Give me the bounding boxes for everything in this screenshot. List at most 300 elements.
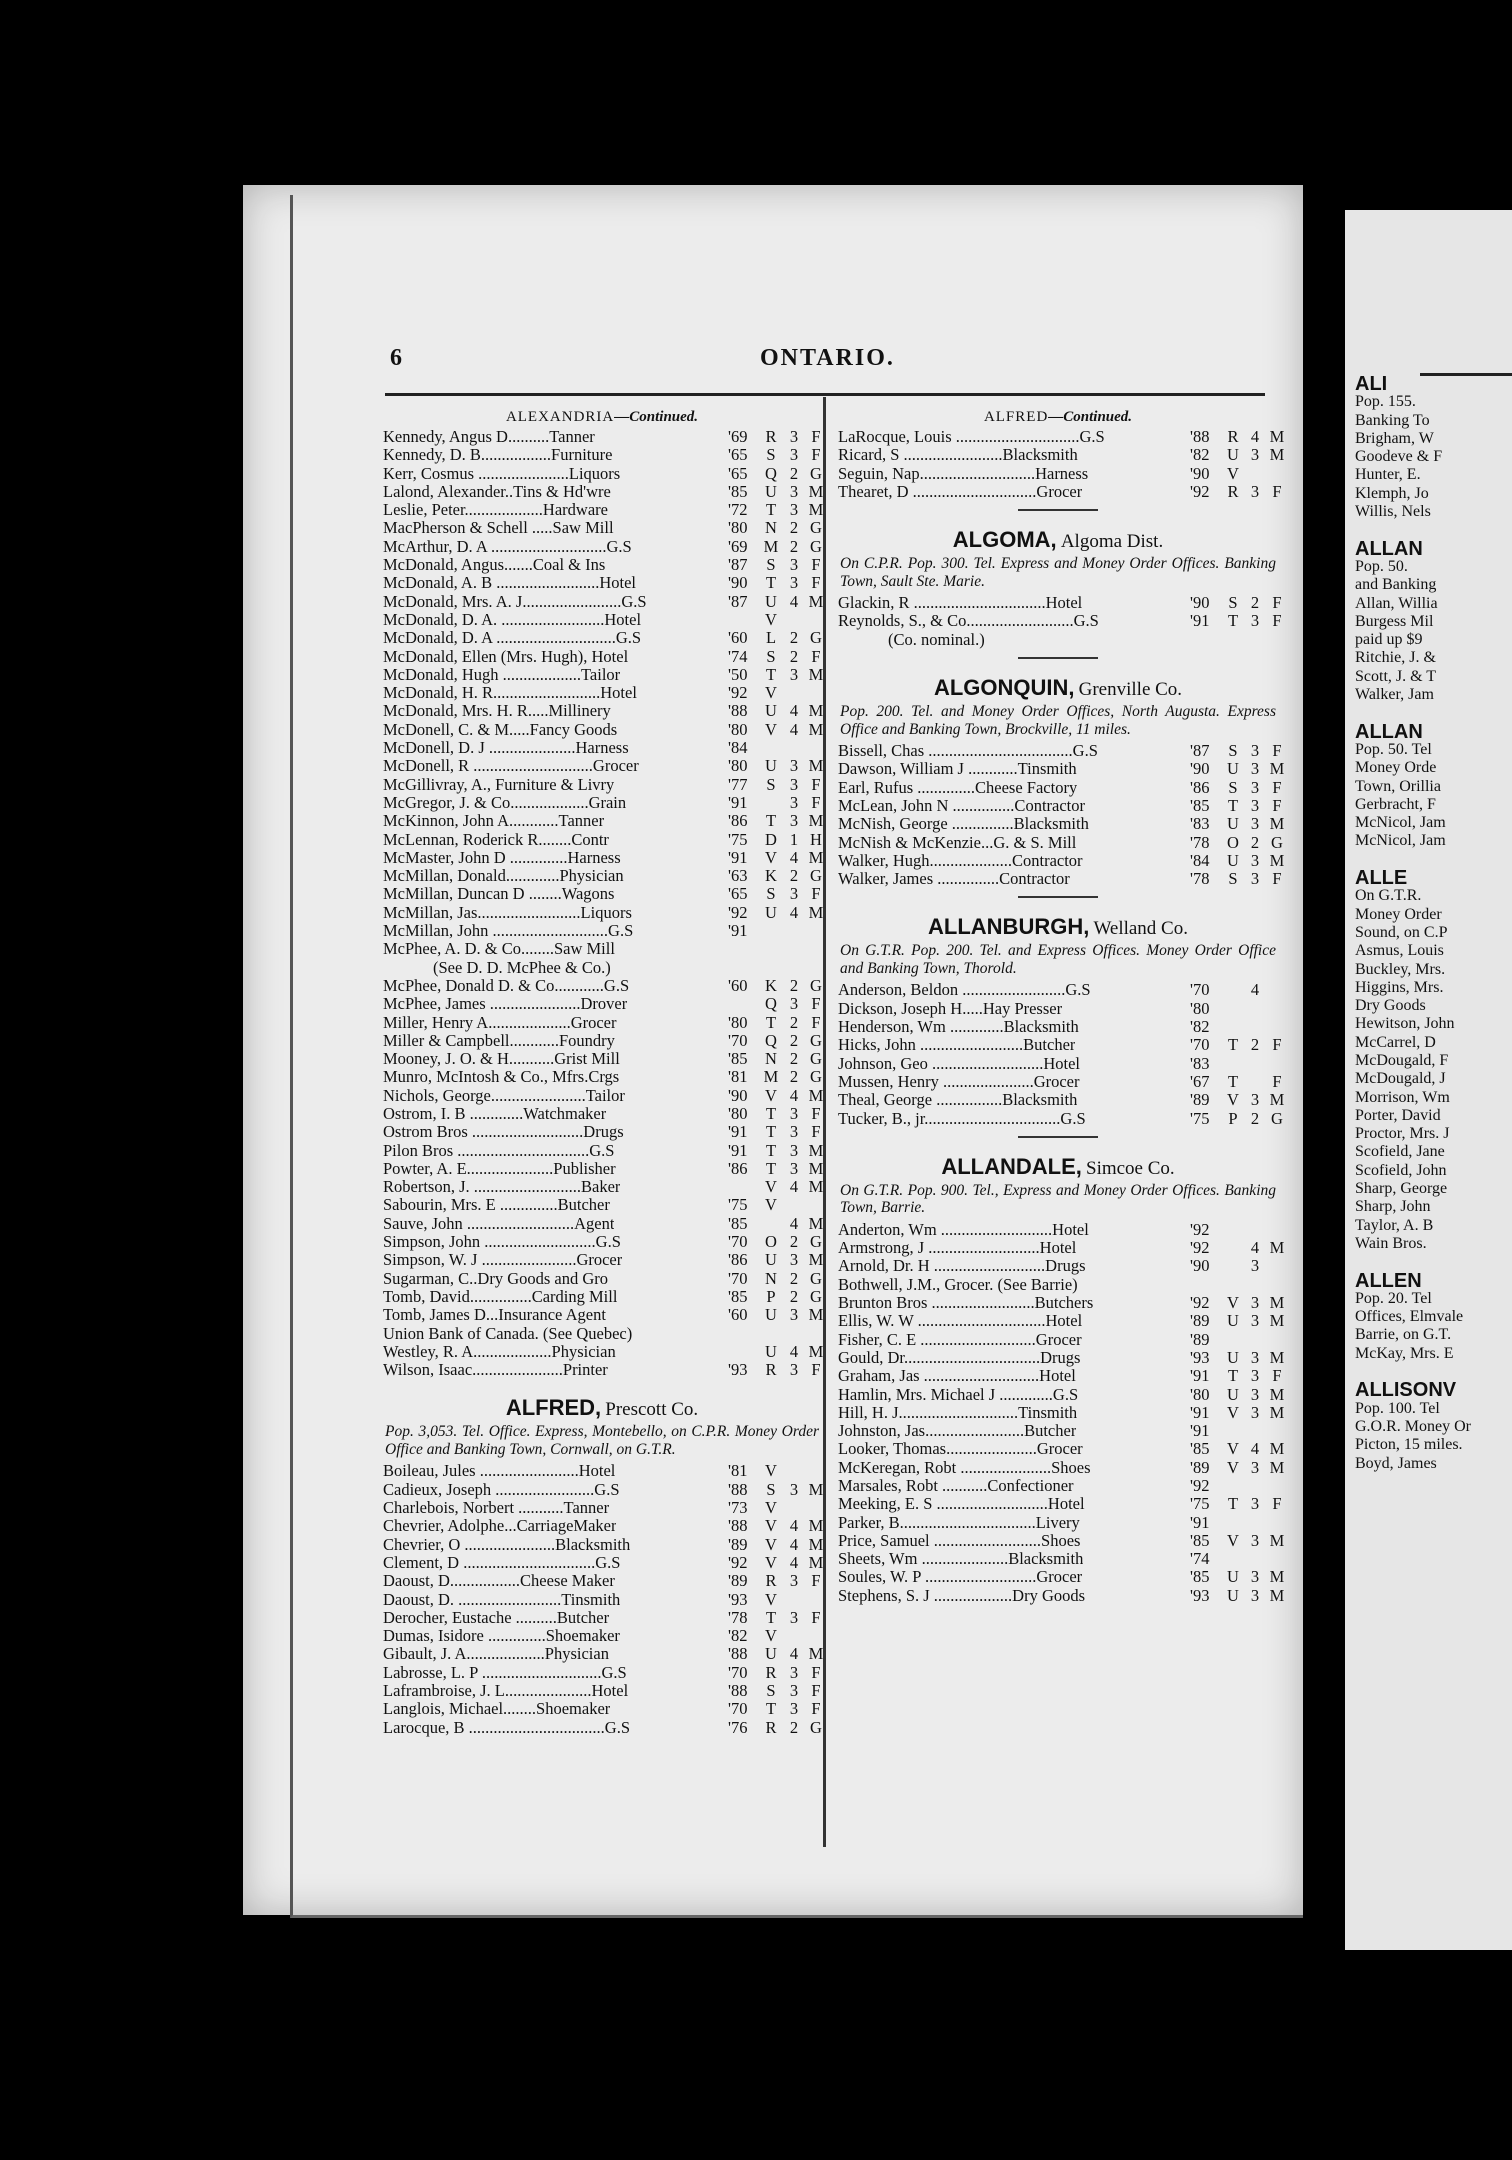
- entry-credit-letter: M: [808, 811, 824, 831]
- entry-name: Westley, R. A...................Physician: [383, 1342, 616, 1361]
- entry-credit-letter: F: [811, 884, 821, 904]
- entry-year: '50: [728, 664, 748, 684]
- entry-credit-letter: M: [808, 1213, 824, 1233]
- entry-capital-rating: T: [765, 1140, 777, 1160]
- entry-year: '78: [1190, 869, 1210, 889]
- entry-credit-rating: 3: [789, 1607, 799, 1627]
- entry-credit-letter: F: [1272, 481, 1282, 501]
- entry-capital-rating: T: [1227, 611, 1239, 631]
- table-row: [838, 795, 1282, 815]
- entry-name: Bothwell, J.M., Grocer. (See Barrie): [838, 1275, 1078, 1294]
- entry-name: Earl, Rufus ..............Cheese Factory: [838, 778, 1078, 797]
- entry-capital-rating: R: [1227, 481, 1239, 501]
- entry-credit-rating: 1: [789, 829, 799, 849]
- entry-credit-letter: G: [1271, 832, 1283, 852]
- entry-name: Meeking, E. S ...........................Hotel: [838, 1495, 1085, 1514]
- table-row: [383, 1572, 821, 1590]
- table-row: [383, 1213, 824, 1233]
- entry-capital-rating: U: [765, 902, 777, 922]
- table-row: [383, 1719, 821, 1737]
- entry-name: Walker, James ...............Contractor: [838, 870, 1070, 889]
- table-row: [383, 776, 821, 794]
- entry-credit-letter: F: [811, 1662, 821, 1682]
- entry-year: '77: [728, 774, 748, 794]
- table-row: [838, 777, 1282, 797]
- entry-credit-rating: 3: [789, 1250, 799, 1270]
- entry-credit-rating: 3: [789, 1158, 799, 1178]
- table-row: [383, 481, 824, 501]
- entry-name: Hill, H. J.............................Tinsmith: [838, 1403, 1078, 1422]
- entry-capital-rating: T: [1227, 1494, 1239, 1514]
- entry-credit-letter: M: [808, 1158, 824, 1178]
- entry-capital-rating: S: [766, 1479, 776, 1499]
- table-row: [383, 446, 821, 464]
- entry-capital-rating: T: [1227, 1035, 1239, 1055]
- entry-credit-letter: M: [1269, 1311, 1285, 1331]
- table-row: [838, 1090, 1285, 1110]
- entry-capital-rating: V: [1227, 1530, 1239, 1550]
- entry-year: '89: [728, 1571, 748, 1591]
- entry-year: '86: [728, 1250, 748, 1270]
- page-header: [390, 345, 1260, 375]
- adjacent-line: ALI: [1355, 373, 1388, 395]
- entry-credit-letter: F: [811, 1122, 821, 1142]
- table-row: [383, 1462, 821, 1480]
- entry-capital-rating: T: [765, 1699, 777, 1719]
- table-row: [383, 465, 821, 483]
- entry-credit-rating: 4: [789, 1213, 799, 1233]
- table-row: [383, 611, 821, 629]
- adjacent-line: Scott, J. & T: [1355, 667, 1437, 685]
- entry-name: Tomb, James D...Insurance Agent: [383, 1306, 606, 1325]
- town-name: ALGOMA,: [952, 527, 1057, 553]
- entry-capital-rating: P: [766, 1286, 776, 1306]
- table-row: [383, 1105, 821, 1123]
- entry-name: McDonald, Mrs. A. J........................G.S: [383, 592, 647, 611]
- entry-name: Tucker, B., jr.................................G.S: [838, 1109, 1086, 1128]
- entry-name: Reynolds, S., & Co..........................G.S: [838, 612, 1099, 631]
- entry-credit-letter: F: [1272, 1071, 1282, 1091]
- entry-capital-rating: V: [765, 1177, 777, 1197]
- entry-year: '92: [1190, 481, 1210, 501]
- town-name: ALLANDALE,: [941, 1153, 1082, 1179]
- entry-year: '81: [728, 1067, 748, 1087]
- entry-capital-rating: S: [766, 774, 776, 794]
- section-divider: [1018, 657, 1098, 659]
- entry-year: '73: [728, 1498, 748, 1518]
- adjacent-line: Wain Bros.: [1355, 1234, 1427, 1252]
- entry-name: Mooney, J. O. & H...........Grist Mill: [383, 1050, 620, 1069]
- table-row: [383, 1177, 824, 1197]
- entry-credit-rating: 2: [789, 1012, 799, 1032]
- entry-year: '85: [728, 1213, 748, 1233]
- entry-year: '82: [1190, 445, 1210, 465]
- entry-credit-rating: 2: [789, 646, 799, 666]
- entry-capital-rating: U: [1227, 850, 1239, 870]
- entry-name: McDonell, C. & M.....Fancy Goods: [383, 720, 618, 739]
- entry-credit-letter: F: [1272, 869, 1282, 889]
- entry-credit-rating: 3: [789, 1699, 799, 1719]
- entry-year: '75: [1190, 1494, 1210, 1514]
- entry-credit-rating: 4: [1250, 980, 1260, 1000]
- adjacent-line: Pop. 20. Tel: [1355, 1289, 1432, 1307]
- entry-capital-rating: V: [1227, 1439, 1239, 1459]
- table-row: [838, 1366, 1282, 1386]
- table-row: [838, 1108, 1283, 1128]
- entry-credit-rating: 2: [789, 536, 799, 556]
- entry-name: Arnold, Dr. H ...........................Drugs: [838, 1257, 1086, 1276]
- entry-name: Sauve, John ..........................Agent: [383, 1214, 615, 1233]
- entry-name: Henderson, Wm .............Blacksmith: [838, 1018, 1079, 1037]
- table-row: [838, 1530, 1285, 1550]
- entry-capital-rating: R: [765, 1717, 777, 1737]
- entry-year: '83: [1190, 814, 1210, 834]
- entry-list: [838, 980, 1285, 1128]
- page-number: 6: [390, 345, 402, 371]
- entry-capital-rating: T: [765, 573, 777, 593]
- entry-year: '70: [728, 1030, 748, 1050]
- entry-name: Wilson, Isaac......................Printer: [383, 1361, 608, 1380]
- table-row: [383, 1014, 821, 1032]
- entry-credit-rating: 2: [789, 1067, 799, 1087]
- section-divider: [1018, 509, 1098, 511]
- entry-name: Anderson, Beldon .........................G.S: [838, 981, 1091, 1000]
- entry-credit-letter: F: [811, 1681, 821, 1700]
- entry-capital-rating: N: [765, 1049, 777, 1069]
- entry-list: [838, 1219, 1285, 1605]
- entry-capital-rating: U: [1227, 1311, 1239, 1331]
- entry-capital-rating: U: [1227, 759, 1239, 779]
- entry-credit-letter: M: [808, 1644, 824, 1664]
- table-row: [383, 1644, 824, 1664]
- left-column: [383, 406, 824, 1737]
- adjacent-line: Town, Orillia: [1355, 777, 1441, 795]
- table-row: [838, 1071, 1282, 1091]
- entry-name: Mussen, Henry ......................Grocer: [838, 1072, 1080, 1091]
- entry-name: McNish, George ...............Blacksmith: [838, 815, 1089, 834]
- entry-credit-rating: 3: [789, 792, 799, 812]
- entry-credit-rating: 3: [1250, 1384, 1260, 1404]
- table-row: [383, 940, 821, 958]
- table-row: [838, 1293, 1285, 1313]
- table-row: [383, 1140, 824, 1160]
- entry-credit-letter: M: [808, 500, 824, 520]
- entry-credit-rating: 3: [1250, 759, 1260, 779]
- continued-heading: ALFRED—Continued.: [983, 409, 1133, 425]
- town-heading: [838, 525, 1278, 555]
- entry-name: McDonald, Angus.......Coal & Ins: [383, 556, 606, 575]
- entry-list: [838, 741, 1285, 889]
- entry-year: '82: [1190, 1017, 1210, 1037]
- adjacent-line: Porter, David: [1355, 1106, 1441, 1124]
- entry-capital-rating: T: [765, 1103, 777, 1123]
- entry-year: '84: [1190, 850, 1210, 870]
- entry-name: McKinnon, John A............Tanner: [383, 812, 605, 831]
- table-row: [383, 995, 821, 1013]
- table-row: [838, 1018, 1278, 1036]
- table-row: [838, 481, 1282, 501]
- entry-capital-rating: V: [1227, 1293, 1239, 1313]
- header-rule: [385, 393, 1265, 396]
- entry-credit-letter: F: [1272, 795, 1282, 815]
- entry-credit-rating: 3: [1250, 869, 1260, 889]
- entry-capital-rating: V: [765, 1534, 777, 1554]
- entry-credit-letter: M: [808, 847, 824, 867]
- town-description: On C.P.R. Pop. 300. Tel. Express and Money Order Offices. Banking Town, Sault Ste. Marie.: [840, 555, 1276, 590]
- entry-credit-rating: 3: [1250, 1090, 1260, 1110]
- entry-name: Ostrom, I. B .............Watchmaker: [383, 1104, 607, 1123]
- table-row: [838, 427, 1285, 446]
- entry-credit-rating: 3: [789, 1360, 799, 1380]
- table-row: [838, 1238, 1285, 1258]
- entry-year: '75: [728, 829, 748, 849]
- entry-name: Miller, Henry A....................Grocer: [383, 1013, 617, 1032]
- entry-name: Dickson, Joseph H.....Hay Presser: [838, 999, 1063, 1018]
- entry-name: Dumas, Isidore ..............Shoemaker: [383, 1627, 620, 1646]
- table-row: [383, 664, 824, 684]
- entry-name: McDonald, Mrs. H. R.....Millinery: [383, 702, 611, 721]
- entry-name: McLean, John N ...............Contractor: [838, 796, 1085, 815]
- entry-credit-rating: 3: [1250, 445, 1260, 465]
- town-description: On G.T.R. Pop. 900. Tel., Express and Money Order Offices. Banking Town, Barrie.: [840, 1181, 1276, 1217]
- entry-credit-letter: M: [808, 701, 824, 721]
- entry-year: '93: [1190, 1347, 1210, 1367]
- entry-credit-rating: 4: [1250, 1439, 1260, 1459]
- adjacent-line: Walker, Jam: [1355, 686, 1434, 704]
- adjacent-line: Klemph, Jo: [1355, 484, 1429, 502]
- entry-credit-letter: M: [1269, 759, 1285, 779]
- entry-year: '90: [1190, 1256, 1210, 1276]
- table-row: [838, 1384, 1285, 1404]
- entry-name: Ricard, S ........................Blacksmith: [838, 446, 1078, 465]
- table-row: [383, 1250, 824, 1270]
- table-row: [838, 981, 1278, 999]
- entry-year: '91: [1190, 1512, 1210, 1532]
- entry-credit-rating: 4: [789, 1516, 799, 1536]
- entry-year: '92: [1190, 1475, 1210, 1495]
- entry-year: '91: [728, 1140, 748, 1160]
- entry-credit-letter: F: [811, 1571, 821, 1591]
- table-row: [838, 1035, 1282, 1055]
- adjacent-line: G.O.R. Money Or: [1355, 1417, 1471, 1435]
- entry-name: Johnston, Jas........................Butcher: [838, 1422, 1077, 1441]
- entry-name: Gibault, J. A...................Physician: [383, 1645, 609, 1664]
- entry-credit-rating: 3: [1250, 1347, 1260, 1367]
- table-row: [383, 428, 821, 446]
- entry-year: '89: [1190, 1090, 1210, 1110]
- entry-credit-rating: 3: [789, 811, 799, 831]
- table-row: [838, 631, 1278, 649]
- entry-credit-letter: M: [1269, 814, 1285, 834]
- entry-year: '93: [728, 1360, 748, 1380]
- entry-credit-rating: 3: [789, 573, 799, 593]
- entry-name: Larocque, B .................................G.S: [383, 1718, 631, 1737]
- entry-name: Powter, A. E.....................Publisher: [383, 1159, 616, 1178]
- entry-credit-rating: 4: [789, 719, 799, 739]
- entry-year: '70: [728, 1662, 748, 1682]
- entry-credit-rating: 3: [789, 1479, 799, 1499]
- county-name: Simcoe Co.: [1086, 1157, 1175, 1179]
- entry-capital-rating: M: [763, 1067, 779, 1087]
- entry-capital-rating: V: [765, 719, 777, 739]
- table-row: [838, 1550, 1278, 1568]
- table-row: [838, 1567, 1285, 1587]
- entry-credit-letter: G: [810, 866, 822, 886]
- adjacent-line: Barrie, on G.T.: [1355, 1326, 1452, 1344]
- entry-capital-rating: V: [765, 1085, 777, 1105]
- entry-name: McMillan, Duncan D ........Wagons: [383, 885, 615, 904]
- entry-name: Theal, George ................Blacksmith: [838, 1091, 1078, 1110]
- entry-credit-letter: M: [1269, 1402, 1285, 1422]
- entry-year: '86: [1190, 777, 1210, 797]
- entry-year: '70: [728, 1232, 748, 1252]
- entry-name: McDonald, Ellen (Mrs. Hugh), Hotel: [383, 647, 629, 666]
- adjacent-line: Pop. 100. Tel: [1355, 1399, 1440, 1417]
- entry-credit-letter: G: [810, 463, 822, 483]
- entry-name: Clement, D ................................G.S: [383, 1553, 621, 1572]
- entry-capital-rating: V: [765, 1552, 777, 1572]
- entry-capital-rating: V: [765, 1589, 777, 1609]
- entry-year: '92: [728, 683, 748, 703]
- entry-credit-rating: 3: [1250, 777, 1260, 797]
- entry-capital-rating: T: [765, 811, 777, 831]
- table-row: [383, 591, 824, 611]
- adjacent-line: Scofield, Jane: [1355, 1143, 1445, 1161]
- entry-credit-letter: M: [1269, 1439, 1285, 1459]
- town-heading: [838, 1152, 1278, 1182]
- table-row: [383, 1627, 821, 1645]
- entry-name: Nichols, George.......................Tailor: [383, 1086, 625, 1105]
- entry-name: Ellis, W. W ...............................Hotel: [838, 1312, 1083, 1331]
- entry-credit-rating: 2: [789, 975, 799, 995]
- entry-capital-rating: Q: [765, 463, 777, 483]
- entry-credit-rating: 4: [789, 847, 799, 867]
- entry-capital-rating: V: [1227, 1402, 1239, 1422]
- table-row: [383, 556, 821, 574]
- county-name: Algoma Dist.: [1060, 531, 1164, 553]
- table-row: [838, 832, 1283, 852]
- entry-capital-rating: T: [1227, 1366, 1239, 1386]
- entry-year: '91: [728, 921, 748, 941]
- entry-credit-rating: 3: [789, 756, 799, 776]
- table-row: [383, 831, 821, 849]
- entry-year: '91: [1190, 1366, 1210, 1386]
- entry-year: '93: [1190, 1585, 1210, 1605]
- entry-year: '92: [728, 902, 748, 922]
- entry-capital-rating: U: [765, 591, 777, 611]
- entry-name: Soules, W. P ...........................Grocer: [838, 1568, 1083, 1587]
- entry-capital-rating: S: [1228, 869, 1238, 889]
- entry-credit-letter: M: [1269, 1567, 1285, 1587]
- entry-year: '85: [1190, 1530, 1210, 1550]
- entry-credit-rating: 3: [1250, 814, 1260, 834]
- table-row: [383, 1032, 821, 1050]
- entry-name: Thearet, D ..............................Grocer: [838, 482, 1083, 501]
- entry-name: McKeregan, Robt ......................Shoes: [838, 1458, 1091, 1477]
- entry-credit-rating: 4: [789, 701, 799, 721]
- entry-credit-letter: H: [810, 829, 822, 849]
- entry-capital-rating: U: [1227, 1384, 1239, 1404]
- adjacent-line: Burgess Mil: [1355, 612, 1434, 630]
- adjacent-line: Boyd, James: [1355, 1454, 1437, 1472]
- entry-credit-letter: F: [1272, 611, 1282, 631]
- entry-year: '91: [728, 792, 748, 812]
- town-name: ALGONQUIN,: [933, 675, 1075, 701]
- adjacent-line: Willis, Nels: [1355, 503, 1431, 521]
- entry-credit-letter: M: [808, 1305, 824, 1325]
- entry-credit-letter: F: [811, 1360, 821, 1380]
- table-row: [383, 1664, 821, 1682]
- entry-credit-rating: 3: [789, 555, 799, 575]
- entry-credit-rating: 3: [789, 1103, 799, 1123]
- entry-credit-rating: 4: [1250, 1238, 1260, 1258]
- table-row: [383, 1050, 821, 1068]
- entry-credit-letter: M: [808, 756, 824, 776]
- entry-name: Lalond, Alexander..Tins & Hd'wre: [383, 482, 611, 501]
- entry-year: '92: [1190, 1293, 1210, 1313]
- entry-capital-rating: V: [765, 1195, 777, 1215]
- table-row: [383, 739, 821, 757]
- table-row: [383, 1270, 821, 1288]
- table-row: [838, 1221, 1278, 1239]
- entry-credit-letter: G: [810, 1268, 822, 1288]
- entry-credit-letter: G: [810, 628, 822, 648]
- entry-name: MacPherson & Schell .....Saw Mill: [383, 519, 614, 538]
- entry-capital-rating: S: [1228, 593, 1238, 613]
- adjacent-line: Proctor, Mrs. J: [1355, 1125, 1450, 1143]
- entry-year: '75: [1190, 1108, 1210, 1128]
- entry-year: '80: [728, 1012, 748, 1032]
- entry-year: '70: [1190, 980, 1210, 1000]
- adjacent-line: Gerbracht, F: [1355, 795, 1436, 813]
- adjacent-line: Goodeve & F: [1355, 448, 1443, 466]
- entry-credit-rating: 2: [1250, 1108, 1260, 1128]
- entry-year: '88: [728, 1644, 748, 1664]
- entry-year: '85: [728, 1286, 748, 1306]
- adjacent-line: Pop. 155.: [1355, 393, 1416, 411]
- entry-name: Anderton, Wm ...........................Hotel: [838, 1220, 1089, 1239]
- table-row: [383, 811, 824, 831]
- entry-name: Pilon Bros ................................G.S: [383, 1141, 615, 1160]
- entry-year: '89: [728, 1534, 748, 1554]
- entry-credit-letter: M: [1269, 1238, 1285, 1258]
- entry-credit-rating: 3: [1250, 1457, 1260, 1477]
- table-row: [838, 759, 1285, 779]
- entry-capital-rating: D: [765, 829, 777, 849]
- entry-capital-rating: V: [765, 1461, 777, 1481]
- entry-year: '82: [728, 1626, 748, 1646]
- entry-year: '92: [1190, 1238, 1210, 1258]
- adjacent-line: Banking To: [1355, 411, 1430, 429]
- entry-name: McMillan, Jas.........................Liquors: [383, 903, 632, 922]
- entry-year: '80: [728, 1103, 748, 1123]
- entry-capital-rating: V: [765, 847, 777, 867]
- entry-year: '74: [728, 646, 748, 666]
- entry-credit-rating: 3: [1250, 741, 1260, 761]
- adjacent-line: Higgins, Mrs.: [1355, 978, 1444, 996]
- entry-year: '88: [728, 701, 748, 721]
- town-description: Pop. 3,053. Tel. Office. Express, Montebello, on C.P.R. Money Order Office and Banking Town, Cornwall, on G.T.R.: [385, 1423, 819, 1458]
- entry-name: Price, Samuel ..........................Shoes: [838, 1531, 1081, 1550]
- adjacent-line: ALLISONV: [1355, 1379, 1457, 1402]
- entry-year: '85: [728, 1049, 748, 1069]
- entry-credit-rating: 2: [1250, 1035, 1260, 1055]
- adjacent-line: and Banking: [1355, 576, 1437, 594]
- entry-credit-rating: 4: [789, 1552, 799, 1572]
- entry-credit-rating: 4: [789, 591, 799, 611]
- table-row: [383, 977, 821, 995]
- entry-year: '93: [728, 1589, 748, 1609]
